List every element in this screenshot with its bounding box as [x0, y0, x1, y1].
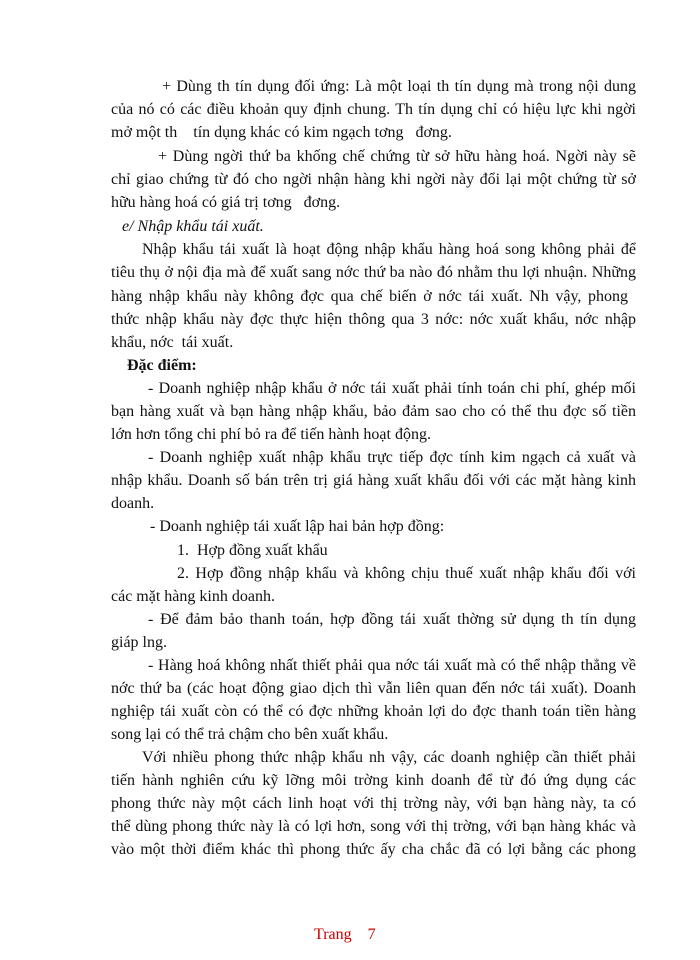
text-line: tiêu thụ ở nội địa mà để xuất sang nớc thứ ba nào đó nhằm thu lợi nhuận. Những	[111, 264, 636, 281]
text-line: - Doanh nghiệp xuất nhập khẩu trực tiếp đợc tính kim ngạch cả xuất và	[148, 449, 636, 466]
text-line: của nó có các điều khoản quy định chung. Th tín dụng chỉ có hiệu lực khi ngời	[111, 101, 636, 118]
text-line: tiến hành nghiên cứu kỹ lỡng môi trờng kinh doanh để từ đó ứng dụng các	[111, 772, 636, 789]
text-line: song lại có thể trả chậm cho bên xuất khẩu.	[111, 726, 389, 743]
text-line: Với nhiều phong thức nhập khẩu nh vậy, các doanh nghiệp cần thiết phải	[142, 749, 636, 766]
text-line: Nhập khẩu tái xuất là hoạt động nhập khẩu hàng hoá song không phải để	[142, 241, 636, 258]
text-line: e/ Nhập khẩu tái xuất.	[122, 218, 264, 235]
text-line: - Hàng hoá không nhất thiết phải qua nớc tái xuất mà có thể nhập thẳng về	[148, 657, 636, 674]
text-line: lớn hơn tổng chi phí bỏ ra để tiến hành hoạt động.	[111, 426, 431, 443]
text-line: mở một th tín dụng khác có kim ngạch tơng đơng.	[111, 124, 452, 141]
text-line: - Để đảm bảo thanh toán, hợp đồng tái xuất thờng sử dụng th tín dụng	[148, 611, 636, 628]
page-footer	[0, 902, 700, 946]
text-line: hữu hàng hoá có giá trị tơng đơng.	[111, 194, 341, 211]
text-line: giáp lng.	[111, 634, 167, 651]
text-line: + Dùng th tín dụng đối ứng: Là một loại th tín dụng mà trong nội dung	[162, 78, 636, 95]
text-line: - Doanh nghiệp tái xuất lập hai bản hợp đồng:	[150, 518, 445, 535]
text-line: nớc thứ ba (các hoạt động giao dịch thì vẫn liên quan đến nớc tái xuất). Doanh	[111, 680, 636, 697]
text-line: nhập khẩu. Doanh số bán trên trị giá hàng xuất khẩu đối với các mặt hàng kinh	[111, 472, 636, 489]
text-line: nghiệp tái xuất còn có thể có đợc những khoản lợi do đợc thanh toán tiền hàng	[111, 703, 636, 720]
text-line: khẩu, nớc tái xuất.	[111, 334, 234, 351]
text-line: 2. Hợp đồng nhập khẩu và không chịu thuế xuất nhập khẩu đối với	[177, 565, 636, 582]
text-line: hàng nhập khẩu này không đợc qua chế biến ở nớc tái xuất. Nh vậy, phong	[111, 288, 628, 305]
text-line: thức nhập khẩu này đợc thực hiện thông qua 3 nớc: nớc xuất khẩu, nớc nhập	[111, 311, 636, 328]
page-number: Trang 7	[314, 926, 376, 943]
text-line: doanh.	[111, 495, 155, 512]
text-line: phong thức này một cách linh hoạt với thị trờng này, với bạn hàng này, ta có	[111, 795, 636, 812]
text-line: vào một thời điểm khác thì phong thức ấy cha chắc đã có lợi bằng các phong	[111, 841, 636, 858]
text-line: các mặt hàng kinh doanh.	[111, 588, 275, 605]
text-line: 1. Hợp đồng xuất khẩu	[177, 542, 328, 559]
text-line: bạn hàng xuất và bạn hàng nhập khẩu, bảo đảm sao cho có thể thu đợc số tiền	[111, 403, 636, 420]
text-line: Đặc điểm:	[127, 357, 197, 374]
text-line: - Doanh nghiệp nhập khẩu ở nớc tái xuất phải tính toán chi phí, ghép mối	[148, 380, 636, 397]
text-line: thể dùng phong thức này là có lợi hơn, song với thị trờng, với bạn hàng khác và	[111, 818, 636, 835]
text-line: + Dùng ngời thứ ba khống chế chứng từ sở hữu hàng hoá. Ngời này sẽ	[158, 148, 636, 165]
text-line: chỉ giao chứng từ đó cho ngời nhận hàng khi ngời này đổi lại một chứng từ sở	[111, 171, 636, 188]
